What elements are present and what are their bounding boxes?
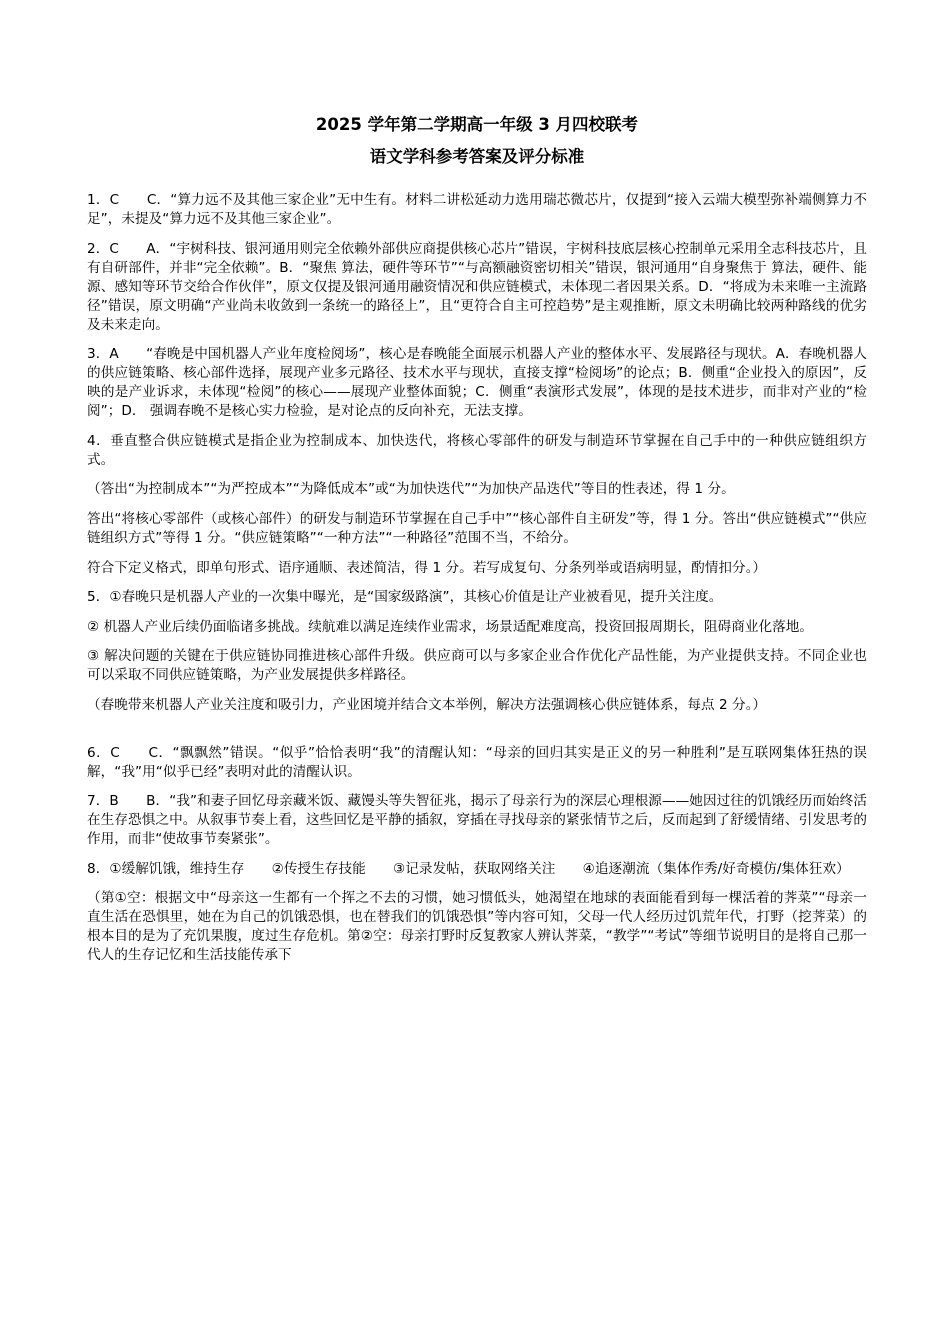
document-title: 2025 学年第二学期高一年级 3 月四校联考 bbox=[315, 115, 639, 134]
answer-q4-scoring-2: 答出“将核心零部件（或核心部件）的研发与制造环节掌握在自己手中”“核心部件自主研发”等，得 1 分。答出“供应链模式”“供应链组织方式”等得 1 分。“供应链策略”“一种方法”“一种路径”范围不当，不给分。 bbox=[87, 510, 867, 546]
answer-q1: 1．C C．“算力远不及其他三家企业”无中生有。材料二讲松延动力选用瑞芯微芯片，仅提到“接入云端大模型弥补端侧算力不足”，未提及“算力远不及其他三家企业”。 bbox=[87, 192, 867, 227]
answer-q7: 7．B B．“我”和妻子回忆母亲藏米饭、藏馒头等失智征兆，揭示了母亲行为的深层心理根源——她因过往的饥饿经历而始终活在生存恐惧之中。从叙事节奏上看，这些回忆是平静的插叙，穿插在寻找母亲的紧张情节之后，反而起到了舒缓情绪、引发思考的作用，而非“使故事节奏紧张”。 bbox=[87, 793, 867, 848]
answer-content bbox=[87, 191, 867, 965]
answer-q8-explanation: （第①空：根据文中“母亲这一生都有一个挥之不去的习惯，她习惯低头，她渴望在地球的表面能看到每一棵活着的荠菜”“母亲一直生活在恐惧里，她在为自己的饥饿恐惧，也在替我们的饥饿恐惧”等内容可知，父母一代人经历过饥荒年代，打野（挖荠菜）的根本目的是为了充饥果腹，度过生存危机。第②空：母亲打野时反复教家人辨认荠菜，“教学”“考试”等细节说明目的是将自己那一代人的生存记忆和生活技能传承下 bbox=[87, 890, 867, 964]
answer-q5-point-2: ② 机器人产业后续仍面临诸多挑战。续航难以满足连续作业需求，场景适配难度高，投资回报周期长，阻碍商业化落地。 bbox=[87, 618, 814, 635]
answer-q3: 3．A “春晚是中国机器人产业年度检阅场”，核心是春晚能全面展示机器人产业的整体水平、发展路径与现状。A．春晚机器人的供应链策略、核心部件选择，展现产业多元路径、技术水平与现状，直接支撑“检阅场”的论点；B．侧重“企业投入的原因”，反映的是产业诉求，未体现“检阅”的核心——展现产业整体面貌；C．侧重“表演形式发展”，体现的是技术进步，而非对产业的“检阅”；D． 强调春晚不是核心实力检验，是对论点的反向补充，无法支撑。 bbox=[87, 346, 867, 420]
answer-q2: 2．C A．“宇树科技、银河通用则完全依赖外部供应商提供核心芯片”错误，宇树科技底层核心控制单元采用全志科技芯片，且有自研部件，并非“完全依赖”。B．“聚焦 算法，硬件等环节”“与高额融资密切相关”错误，银河通用“自身聚焦于 算法，硬件、能源、感知等环节交给合作伙伴”，原文仅提及银河通用融资情况和供应链模式，未体现二者因果关系。D．“将成为未来唯一主流路径”错误，原文明确“产业尚未收敛到一条统一的路径上”，且“更符合自主可控趋势”是主观推断，原文未明确比较两种路线的优劣及未来走向。 bbox=[87, 240, 867, 333]
answer-q6: 6．C C．“飘飘然”错误。“似乎”恰恰表明“我”的清醒认知：“母亲的回归其实是正义的另一种胜利”是互联网集体狂热的误解，“我”用“似乎已经”表明对此的清醒认识。 bbox=[87, 744, 867, 780]
document-subtitle: 语文学科参考答案及评分标准 bbox=[369, 147, 585, 166]
answer-q5-point-1: 5．①春晚只是机器人产业的一次集中曝光，是“国家级路演”，其核心价值是让产业被看见，提升关注度。 bbox=[87, 589, 723, 606]
answer-q5-scoring: （春晚带来机器人产业关注度和吸引力，产业困境并结合文本举例，解决方法强调核心供应链体系，每点 2 分。） bbox=[87, 696, 767, 713]
answer-q4-scoring-3: 符合下定义格式，即单句形式、语序通顺、表述简洁，得 1 分。若写成复句、分条列举或语病明显，酌情扣分。） bbox=[87, 559, 767, 576]
answer-sheet-page bbox=[87, 113, 867, 976]
answer-q8: 8．①缓解饥饿，维持生存 ②传授生存技能 ③记录发帖，获取网络关注 ④追逐潮流（集体作秀/好奇模仿/集体狂欢） bbox=[87, 860, 850, 877]
answer-q5-point-3: ③ 解决问题的关键在于供应链协同推进核心部件升级。供应商可以与多家企业合作优化产品性能，为产业提供支持。不同企业也可以采取不同供应链策略，为产业发展提供多样路径。 bbox=[87, 648, 867, 684]
answer-q4-scoring-1: （答出“为控制成本”“为严控成本”“为降低成本”或“为加快迭代”“为加快产品迭代”等目的性表述，得 1 分。 bbox=[87, 481, 735, 498]
section-gap bbox=[87, 726, 867, 744]
answer-q4: 4．垂直整合供应链模式是指企业为控制成本、加快迭代，将核心零部件的研发与制造环节掌握在自己手中的一种供应链组织方式。 bbox=[87, 432, 867, 468]
